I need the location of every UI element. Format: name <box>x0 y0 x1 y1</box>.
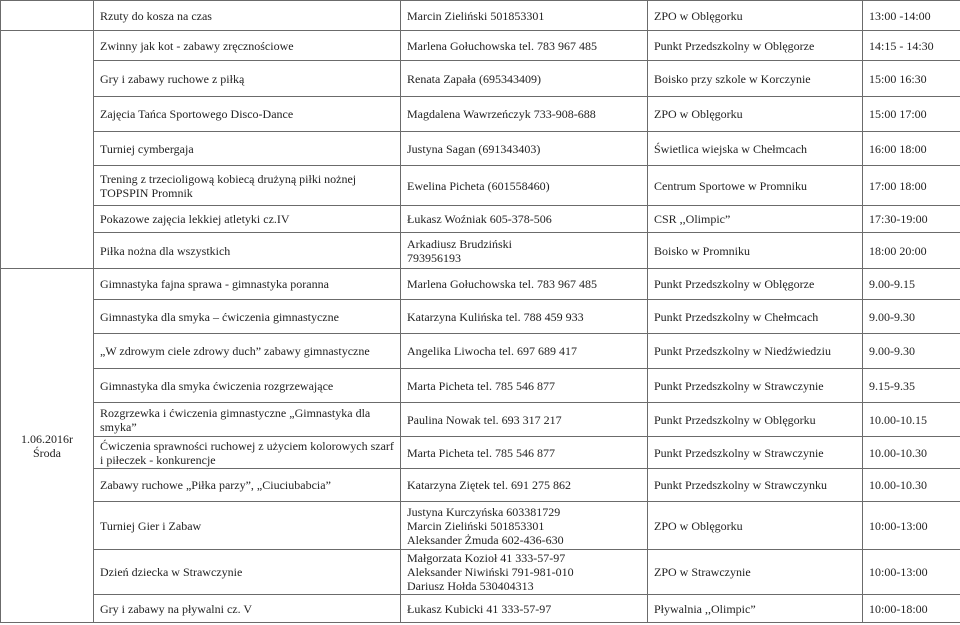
place-cell: Centrum Sportowe w Promniku <box>648 166 863 206</box>
time-cell: 14:15 - 14:30 <box>863 31 960 61</box>
time-cell: 10.00-10.30 <box>863 437 960 469</box>
activity-cell: „W zdrowym ciele zdrowy duch” zabawy gimnastyczne <box>94 334 401 369</box>
activity-cell: Rozgrzewka i ćwiczenia gimnastyczne „Gimnastyka dla smyka” <box>94 403 401 437</box>
place-cell: ZPO w Strawczynie <box>648 550 863 595</box>
time-cell: 10.00-10.15 <box>863 403 960 437</box>
place-cell: ZPO w Oblęgorku <box>648 502 863 550</box>
place-cell: Punkt Przedszkolny w Strawczynie <box>648 437 863 469</box>
contact-cell: Marta Picheta tel. 785 546 877 <box>401 369 648 403</box>
place-cell: Punkt Przedszkolny w Oblęgorze <box>648 31 863 61</box>
contact-line: Arkadiusz Brudziński <box>407 236 512 251</box>
contact-cell: Katarzyna Kulińska tel. 788 459 933 <box>401 300 648 334</box>
time-cell: 10:00-13:00 <box>863 550 960 595</box>
activity-cell: Gimnastyka dla smyka – ćwiczenia gimnastyczne <box>94 300 401 334</box>
contact-cell <box>401 550 648 595</box>
contact-cell <box>401 233 648 269</box>
table-row <box>1 595 960 623</box>
contact-line: Aleksander Żmuda 602-436-630 <box>407 532 564 547</box>
contact-cell: Magdalena Wawrzeńczyk 733-908-688 <box>401 97 648 132</box>
contact-cell: Marta Picheta tel. 785 546 877 <box>401 437 648 469</box>
table-row <box>1 300 960 334</box>
contact-cell: Renata Zapała (695343409) <box>401 61 648 97</box>
time-cell: 9.00-9.30 <box>863 300 960 334</box>
table-row <box>1 334 960 369</box>
place-cell: Punkt Przedszkolny w Oblęgorze <box>648 269 863 300</box>
table-row <box>1 403 960 437</box>
contact-line: Małgorzata Kozioł 41 333-57-97 <box>407 551 566 565</box>
contact-line: Justyna Kurczyńska 603381729 <box>407 504 561 519</box>
activity-cell: Gry i zabawy ruchowe z piłką <box>94 61 401 97</box>
place-cell: Boisko w Promniku <box>648 233 863 269</box>
activity-cell: Zwinny jak kot - zabawy zręcznościowe <box>94 31 401 61</box>
contact-cell <box>401 502 648 550</box>
place-cell: Punkt Przedszkolny w Niedźwiedziu <box>648 334 863 369</box>
date-cell <box>1 269 94 623</box>
table-row <box>1 502 960 550</box>
table-row <box>1 206 960 233</box>
place-cell: Punkt Przedszkolny w Oblęgorku <box>648 403 863 437</box>
time-cell: 10:00-18:00 <box>863 595 960 623</box>
contact-line: 793956193 <box>407 250 461 265</box>
table-row <box>1 550 960 595</box>
activity-cell: Gimnastyka dla smyka ćwiczenia rozgrzewające <box>94 369 401 403</box>
contact-cell: Paulina Nowak tel. 693 317 217 <box>401 403 648 437</box>
place-cell: Boisko przy szkole w Korczynie <box>648 61 863 97</box>
activity-cell: Ćwiczenia sprawności ruchowej z użyciem kolorowych szarf i piłeczek - konkurencje <box>94 437 401 469</box>
place-cell: ZPO w Oblęgorku <box>648 1 863 31</box>
place-cell: Punkt Przedszkolny w Strawczynku <box>648 469 863 502</box>
table-row <box>1 269 960 300</box>
activity-cell: Trening z trzecioligową kobiecą drużyną piłki nożnej TOPSPIN Promnik <box>94 166 401 206</box>
contact-cell: Łukasz Kubicki 41 333-57-97 <box>401 595 648 623</box>
time-cell: 13:00 -14:00 <box>863 1 960 31</box>
time-cell: 10:00-13:00 <box>863 502 960 550</box>
table-row <box>1 437 960 469</box>
table-row <box>1 132 960 166</box>
contact-cell: Marlena Gołuchowska tel. 783 967 485 <box>401 269 648 300</box>
activity-cell: Pokazowe zajęcia lekkiej atletyki cz.IV <box>94 206 401 233</box>
contact-cell: Angelika Liwocha tel. 697 689 417 <box>401 334 648 369</box>
time-cell: 10.00-10.30 <box>863 469 960 502</box>
time-cell: 9.00-9.15 <box>863 269 960 300</box>
date-cell-empty <box>1 31 94 269</box>
contact-cell: Justyna Sagan (691343403) <box>401 132 648 166</box>
table-row <box>1 1 960 31</box>
activity-cell: Gry i zabawy na pływalni cz. V <box>94 595 401 623</box>
contact-line: Marcin Zieliński 501853301 <box>407 518 545 533</box>
contact-cell: Marlena Gołuchowska tel. 783 967 485 <box>401 31 648 61</box>
activity-cell: Dzień dziecka w Strawczynie <box>94 550 401 595</box>
contact-cell: Ewelina Picheta (601558460) <box>401 166 648 206</box>
table-row <box>1 166 960 206</box>
time-cell: 18:00 20:00 <box>863 233 960 269</box>
activity-cell: Turniej Gier i Zabaw <box>94 502 401 550</box>
place-cell: Punkt Przedszkolny w Chełmcach <box>648 300 863 334</box>
contact-cell: Katarzyna Ziętek tel. 691 275 862 <box>401 469 648 502</box>
table-row <box>1 233 960 269</box>
activity-cell: Zajęcia Tańca Sportowego Disco-Dance <box>94 97 401 132</box>
date-cell-top <box>1 1 94 31</box>
table-row <box>1 31 960 61</box>
activity-cell: Piłka nożna dla wszystkich <box>94 233 401 269</box>
time-cell: 17:00 18:00 <box>863 166 960 206</box>
place-cell: Pływalnia ,,Olimpic” <box>648 595 863 623</box>
table-row <box>1 469 960 502</box>
activity-cell: Gimnastyka fajna sprawa - gimnastyka poranna <box>94 269 401 300</box>
time-cell: 15:00 17:00 <box>863 97 960 132</box>
table-row <box>1 97 960 132</box>
time-cell: 17:30-19:00 <box>863 206 960 233</box>
activity-cell: Rzuty do kosza na czas <box>94 1 401 31</box>
time-cell: 9.15-9.35 <box>863 369 960 403</box>
place-cell: CSR ,,Olimpic” <box>648 206 863 233</box>
time-cell: 15:00 16:30 <box>863 61 960 97</box>
activity-cell: Turniej cymbergaja <box>94 132 401 166</box>
contact-cell: Marcin Zieliński 501853301 <box>401 1 648 31</box>
activity-cell: Zabawy ruchowe „Piłka parzy”, „Ciuciubabcia” <box>94 469 401 502</box>
table-row <box>1 61 960 97</box>
place-cell: Punkt Przedszkolny w Strawczynie <box>648 369 863 403</box>
contact-cell: Łukasz Woźniak 605-378-506 <box>401 206 648 233</box>
date-text: 1.06.2016r <box>21 431 73 446</box>
time-cell: 16:00 18:00 <box>863 132 960 166</box>
place-cell: Świetlica wiejska w Chełmcach <box>648 132 863 166</box>
contact-line: Aleksander Niwiński 791-981-010 <box>407 565 574 579</box>
time-cell: 9.00-9.30 <box>863 334 960 369</box>
place-cell: ZPO w Oblęgorku <box>648 97 863 132</box>
contact-line: Dariusz Hołda 530404313 <box>407 579 534 593</box>
table-row <box>1 369 960 403</box>
day-text: Środa <box>33 445 61 460</box>
